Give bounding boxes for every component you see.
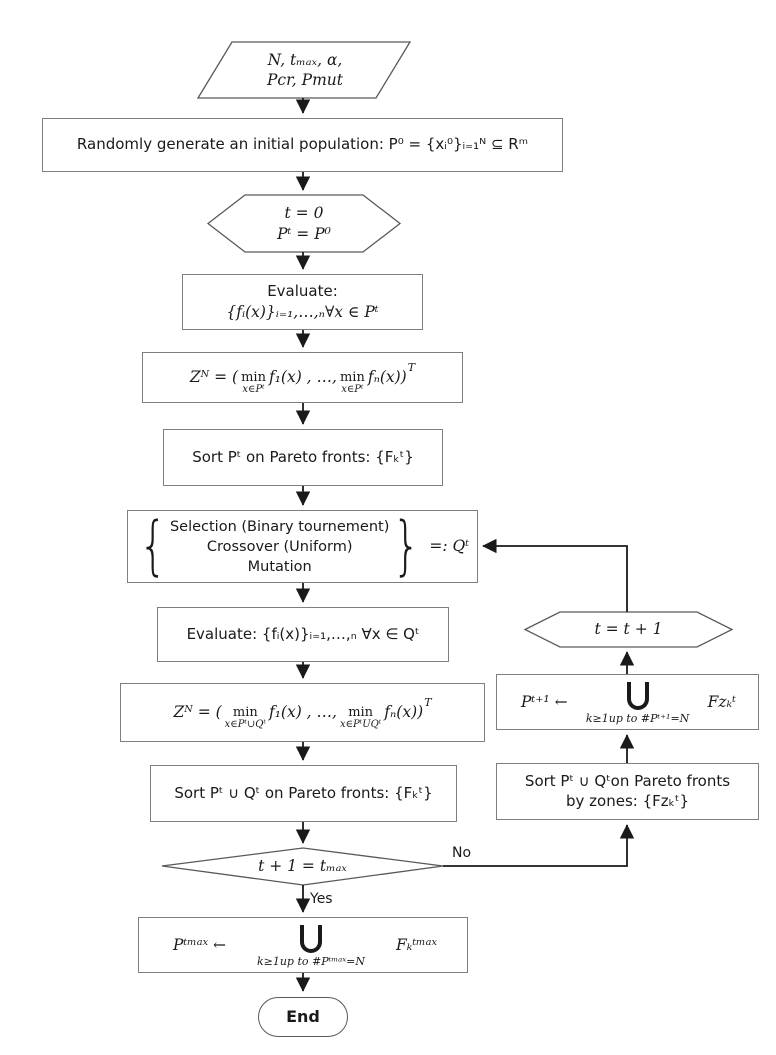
final-pop-union-label: k≥1up to #Pᵗᵐᵃˣ=N bbox=[256, 954, 365, 968]
next-pop-right: Fzₖᵗ bbox=[707, 692, 736, 711]
end-node bbox=[258, 997, 348, 1037]
ideal-p-min2: min bbox=[339, 370, 365, 385]
ideal-p-min2-stack bbox=[340, 372, 365, 395]
next-pop-union-stack bbox=[586, 682, 689, 725]
ideal-p-mid: f₁(x) , …, bbox=[268, 368, 337, 387]
ideal-pq-sub2: x∈PᵗUQᵗ bbox=[339, 719, 382, 730]
union-icon bbox=[627, 682, 649, 710]
ideal-p-transpose: T bbox=[407, 361, 416, 375]
left-brace: { bbox=[138, 508, 167, 583]
ideal-pq-sub1: x∈Pᵗ∪Qᵗ bbox=[224, 719, 266, 730]
next-pop-left: Pᵗ⁺¹ ← bbox=[521, 692, 568, 711]
final-pop-left: Pᵗᵐᵃˣ ← bbox=[173, 935, 226, 954]
variation-result: =: Qᵗ bbox=[429, 537, 470, 556]
ideal-p-sub2: x∈Pᵗ bbox=[341, 384, 364, 395]
next-population-box bbox=[496, 674, 759, 730]
ideal-point-pq-box bbox=[120, 683, 485, 742]
evaluate-q-text: Evaluate: {fᵢ(x)}ᵢ₌₁,…,ₙ ∀x ∈ Qᵗ bbox=[186, 624, 420, 643]
set-t-line1: t = 0 bbox=[284, 204, 324, 223]
input-line1: N, tₘₐₓ, α, bbox=[267, 50, 343, 69]
sort-p-text: Sort Pᵗ on Pareto fronts: {Fₖᵗ} bbox=[192, 447, 414, 466]
ideal-pq-post: fₙ(x)) bbox=[384, 703, 424, 722]
init-population-box bbox=[42, 118, 563, 172]
ideal-pq-min2: min bbox=[348, 705, 374, 720]
next-pop-union-label: k≥1up to #Pᵗ⁺¹=N bbox=[585, 711, 690, 725]
variation-mutation: Mutation bbox=[247, 558, 312, 575]
union-icon bbox=[300, 925, 322, 953]
sort-pq-text: Sort Pᵗ ∪ Qᵗ on Pareto fronts: {Fₖᵗ} bbox=[174, 783, 433, 802]
ideal-p-sub1: x∈Pᵗ bbox=[242, 384, 265, 395]
sort-zones-line2: by zones: {Fzₖᵗ} bbox=[566, 791, 689, 810]
arrow-increment-to-variation bbox=[483, 546, 627, 612]
sort-zones-box bbox=[496, 763, 759, 820]
evaluate-p-line2: {fᵢ(x)}ᵢ₌₁,…,ₙ∀x ∈ Pᵗ bbox=[226, 302, 379, 321]
sort-pq-box bbox=[150, 765, 457, 822]
sort-zones-line1: Sort Pᵗ ∪ Qᵗon Pareto fronts bbox=[524, 772, 731, 790]
increment-node bbox=[525, 612, 732, 647]
decision-text: t + 1 = tₘₐₓ bbox=[258, 857, 347, 876]
ideal-point-p-box bbox=[142, 352, 463, 403]
ideal-pq-min1: min bbox=[232, 705, 258, 720]
no-label: No bbox=[452, 845, 472, 861]
ideal-p-post: fₙ(x)) bbox=[367, 368, 407, 387]
ideal-p-min1-stack bbox=[241, 372, 266, 395]
evaluate-p-line1: Evaluate: bbox=[267, 282, 338, 301]
ideal-pq-pre: Zᴺ = ( bbox=[173, 703, 222, 722]
ideal-pq-min2-stack bbox=[340, 707, 381, 730]
set-t-line2: Pᵗ = P⁰ bbox=[277, 224, 331, 243]
final-pop-right: Fₖᵗᵐᵃˣ bbox=[395, 935, 437, 954]
yes-label: Yes bbox=[310, 891, 333, 907]
ideal-pq-min1-stack bbox=[225, 707, 266, 730]
right-brace: } bbox=[392, 508, 421, 583]
decision-node bbox=[162, 848, 443, 885]
final-population-box bbox=[138, 917, 468, 973]
ideal-p-pre: Zᴺ = ( bbox=[189, 368, 239, 387]
init-population-text: Randomly generate an initial population: P⁰ = {xᵢ⁰}ᵢ₌₁ᴺ ⊆ Rᵐ bbox=[76, 135, 529, 154]
ideal-pq-transpose: T bbox=[424, 696, 432, 710]
end-label: End bbox=[286, 1006, 320, 1026]
sort-p-box bbox=[163, 429, 443, 486]
evaluate-p-box bbox=[182, 274, 423, 330]
variation-selection: Selection (Binary tournement) bbox=[169, 518, 390, 535]
increment-text: t = t + 1 bbox=[594, 620, 663, 639]
input-line2: Pcr, Pmut bbox=[266, 71, 343, 89]
evaluate-q-box bbox=[157, 607, 449, 662]
variation-lines bbox=[170, 517, 389, 577]
ideal-p-min1: min bbox=[241, 370, 266, 385]
ideal-pq-mid: f₁(x) , …, bbox=[268, 703, 337, 722]
final-pop-union-stack bbox=[257, 925, 365, 968]
variation-box bbox=[127, 510, 478, 583]
variation-crossover: Crossover (Uniform) bbox=[206, 538, 353, 555]
input-node bbox=[210, 44, 400, 96]
set-t-node bbox=[208, 195, 400, 252]
